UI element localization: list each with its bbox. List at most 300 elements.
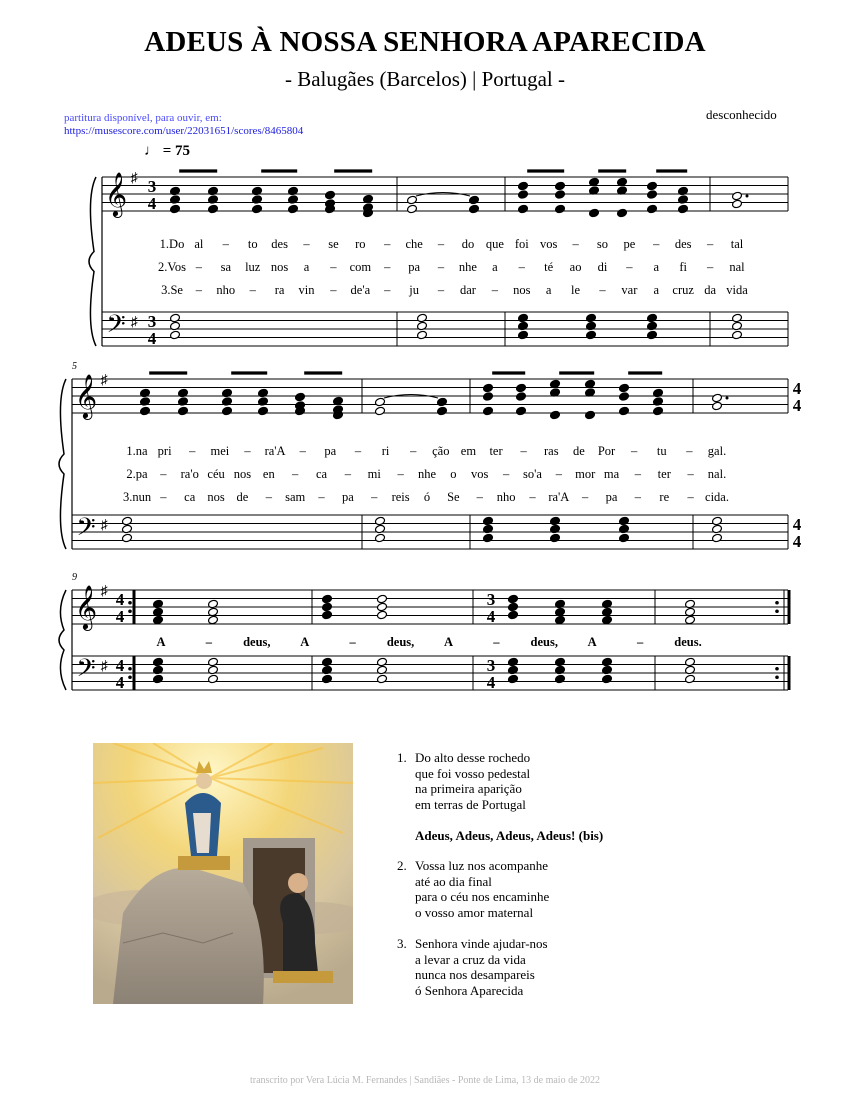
note-head [288,204,299,214]
sharp-sign: ♯ [100,659,108,674]
note-head [685,674,696,684]
lyric-syllable: vos [539,237,558,251]
note-head [407,204,418,214]
note-head [252,204,263,214]
lyric-syllable: de [572,444,585,458]
lyric-hyphen: – [706,237,714,251]
score-link[interactable]: https://musescore.com/user/22031651/scores/8465804 [64,125,304,137]
verse-line: para o céu nos encaminhe [415,889,550,904]
note-head [208,204,219,214]
lyric-hyphen: – [634,467,642,481]
note-head [375,533,386,543]
lyric-syllable: a [492,260,498,274]
lyric-hyphen: – [189,444,196,458]
note-head [617,208,628,218]
lyric-syllable: so [596,237,609,251]
lyric-syllable: que [485,237,504,251]
note-head [678,204,689,214]
lyric-syllable: pa [408,260,421,274]
lyric-hyphen: – [292,467,299,481]
lyric-syllable: ter [489,444,503,458]
lyric-syllable: pa [605,490,618,504]
lyric-syllable: ras [543,444,559,458]
verse-number: 1. [397,750,407,765]
lyric-hyphen: – [160,490,167,504]
lyric-syllable: nos [207,490,225,504]
verse-line: Senhora vinde ajudar-nos [415,936,548,951]
lyric-hyphen: – [687,467,694,481]
lyric-syllable: com [349,260,372,274]
lyric-hyphen: – [582,490,589,504]
lyric-syllable: reis [391,490,410,504]
lyric-syllable: deus, [243,635,271,649]
lyric-syllable: ção [432,444,450,458]
lyric-syllable: ma [603,467,620,481]
note-head [122,516,133,526]
sharp-sign: ♯ [130,315,138,330]
note-head [647,181,658,191]
lyric-hyphen: – [636,635,644,649]
time-signature: 3 [486,590,496,609]
note-head [602,615,613,625]
note-head [417,313,428,323]
time-signature: 4 [115,656,125,675]
lyric-hyphen: – [437,237,445,251]
lyric-syllable: nho [496,490,516,504]
note-head [140,406,151,416]
lyric-syllable: ri [381,444,390,458]
lyric-hyphen: – [205,635,213,649]
note-head [732,330,743,340]
note-head [508,674,519,684]
note-head [325,190,336,200]
note-head [518,204,529,214]
lyric-syllable: nho [216,283,236,297]
note-head [508,657,519,667]
repeat-dot [128,601,132,605]
repeat-dot [128,667,132,671]
tempo-value: = 75 [162,143,191,159]
note-head [647,313,658,323]
brace [89,177,96,346]
note-head [589,208,600,218]
lyric-hyphen: – [303,237,310,251]
note-head [377,674,388,684]
lyric-syllable: ra [274,283,285,297]
repeat-dot [775,609,779,613]
lyric-syllable: A [156,635,166,649]
note-head [518,181,529,191]
note-head [555,181,566,191]
lyric-syllable: le [571,283,581,297]
verse-line: em terras de Portugal [415,796,526,812]
time-signature: 3 [147,177,157,196]
note-head [712,393,723,403]
lyric-syllable: ó [423,490,431,504]
note-head [258,406,269,416]
lyric-syllable: céu [207,467,225,481]
lyric-syllable: deus, [386,635,415,649]
note-head [647,204,658,214]
dot [746,195,749,198]
note-head [122,533,133,543]
lyric-hyphen: – [330,260,337,274]
time-signature: 4 [792,379,802,398]
note-head [516,406,527,416]
note-head [685,657,696,667]
note-head [555,615,566,625]
lyric-syllable: ro [355,237,366,251]
lyric-hyphen: – [631,444,638,458]
note-head [712,533,723,543]
note-head [619,516,630,526]
verse-line: Do alto desse rochedo [415,750,531,765]
note-head [555,190,566,200]
note-head [516,392,527,402]
verse-line: até ao dia final [415,873,492,889]
lyric-hyphen: – [354,444,362,458]
lyric-syllable: ca [184,490,196,504]
lyric-syllable: sa [220,260,232,274]
lyric-syllable: 1.na [126,444,148,458]
lyric-syllable: pa [324,444,337,458]
bass-clef: 𝄢 [76,655,96,688]
note-head [295,392,306,402]
lyric-syllable: ra'o [180,467,199,481]
verse-number: 2. [397,858,407,873]
note-head [208,674,219,684]
note-head [483,392,494,402]
time-signature: 3 [147,312,157,331]
bass-clef: 𝄢 [76,514,96,547]
chorus-line: Adeus, Adeus, Adeus, Adeus! (bis) [415,828,604,843]
note-head [555,657,566,667]
note-head [170,204,181,214]
lyric-syllable: ter [657,467,671,481]
lyric-hyphen: – [599,283,606,297]
time-signature: 3 [486,656,496,675]
lyric-syllable: tal [730,237,744,251]
note-head [377,594,388,604]
lyric-syllable: Se [447,490,460,504]
time-signature: 4 [115,673,125,692]
lyric-hyphen: – [520,444,527,458]
lyric-hyphen: – [555,467,562,481]
lyric-syllable: 2.pa [126,467,148,481]
lyric-syllable: che [405,237,423,251]
lyric-syllable: foi [514,237,529,251]
sharp-sign: ♯ [100,584,108,599]
note-head [508,610,519,620]
note-head [322,657,333,667]
lyric-hyphen: – [518,260,525,274]
lyric-hyphen: – [687,490,694,504]
note-head [732,199,743,209]
note-head [375,397,386,407]
lyric-syllable: nos [513,283,531,297]
lyric-syllable: Por [597,444,616,458]
lyric-hyphen: – [493,635,500,649]
lyric-syllable: var [621,283,638,297]
lyric-hyphen: – [437,283,445,297]
lyric-syllable: des [271,237,288,251]
lyric-syllable: mi [367,467,381,481]
lyric-syllable: nos [270,260,289,274]
lyric-syllable: pri [157,444,172,458]
lyric-syllable: cida. [705,490,729,504]
note-head [732,313,743,323]
lyric-hyphen: – [195,283,203,297]
note-head [586,313,597,323]
lyric-syllable: nal. [707,467,727,481]
note-head [516,383,527,393]
note-head [483,383,494,393]
lyric-hyphen: – [344,467,352,481]
lyric-hyphen: – [249,283,256,297]
lyric-syllable: gal. [707,444,727,458]
dot [726,397,729,400]
verse-line: na primeira aparição [415,781,522,796]
note-head [586,330,597,340]
note-head [153,674,164,684]
lyric-syllable: 1.Do [159,237,185,251]
lyrics [123,237,748,649]
lyric-syllable: des [674,237,692,251]
note-head [375,516,386,526]
time-signature: 4 [147,329,157,348]
verse-line: a levar a cruz da vida [415,951,526,967]
lyric-hyphen: – [265,490,272,504]
note-head [407,195,418,205]
lyric-syllable: 2.Vos [158,260,186,274]
note-head [322,602,333,612]
lyric-syllable: ju [409,283,420,297]
time-signature: 4 [115,607,125,626]
repeat-dot [128,609,132,613]
sharp-sign: ♯ [100,373,108,388]
lyric-syllable: nos [233,467,252,481]
lyric-syllable: 3.Se [161,283,183,297]
lyric-syllable: de'a [350,283,371,297]
measure-number: 5 [72,361,77,372]
lyric-hyphen: – [349,635,356,649]
note-head [322,610,333,620]
lyric-syllable: dar [459,283,476,297]
sharp-sign: ♯ [100,518,108,533]
note-head [483,406,494,416]
treble-clef: 𝄞 [74,376,98,418]
repeat-dot [128,675,132,679]
lyric-syllable: di [597,260,608,274]
lyric-syllable: de [236,490,249,504]
treble-clef: 𝄞 [104,174,128,216]
note-head [437,397,448,407]
note-head [518,313,529,323]
lyric-hyphen: – [318,490,325,504]
note-head [653,406,664,416]
note-head [619,533,630,543]
repeat-dot [775,667,779,671]
note-head [377,602,388,612]
lyric-syllable: 3.nun [122,490,152,504]
note-head [585,410,596,420]
verse-line: ó Senhora Aparecida [415,982,524,998]
time-signature: 4 [792,396,802,415]
lyric-hyphen: – [686,444,693,458]
note-head [602,674,613,684]
note-head [732,191,743,201]
lyric-hyphen: – [626,260,633,274]
note-head [377,610,388,620]
lyric-syllable: to [247,237,258,251]
lyric-syllable: re [659,490,670,504]
note-head [619,392,630,402]
note-head [550,410,561,420]
lyric-syllable: luz [245,260,261,274]
quarter-note-icon: ♩ [144,143,159,159]
footer-credit: transcrito por Vera Lúcia M. Fernandes | Sandiães - Ponte de Lima, 13 de maio de 2022 [249,1075,601,1086]
lyric-hyphen: – [299,444,306,458]
note-head [685,615,696,625]
time-signature: 4 [115,590,125,609]
availability-note: partitura disponível, para ouvir, em: [64,112,222,124]
note-head [377,657,388,667]
lyric-hyphen: – [491,283,498,297]
lyric-hyphen: – [476,490,483,504]
lyric-hyphen: – [634,490,642,504]
note-head [153,615,164,625]
repeat-dot [775,601,779,605]
note-head [550,533,561,543]
lyric-syllable: ra'A [264,444,286,458]
verse-line: o vosso amor maternal [415,904,534,920]
time-signature: 4 [792,532,802,551]
lyric-syllable: da [704,283,717,297]
note-head [518,330,529,340]
brace [59,379,66,549]
lyric-syllable: o [450,467,457,481]
lyric-syllable: se [328,237,339,251]
verse-number: 3. [397,936,407,951]
composer-credit: desconhecido [706,107,777,122]
lyric-hyphen: – [371,490,378,504]
note-head [712,401,723,411]
time-signature: 4 [147,194,157,213]
time-signature: 4 [486,673,496,692]
lyric-syllable: vin [298,283,315,297]
lyric-hyphen: – [653,237,660,251]
note-head [555,674,566,684]
lyric-syllable: a [653,283,660,297]
lyric-hyphen: – [502,467,510,481]
lyric-syllable: vos [471,467,489,481]
lyric-hyphen: – [529,490,536,504]
note-head [518,190,529,200]
note-head [619,406,630,416]
note-head [712,516,723,526]
lyric-hyphen: – [384,260,391,274]
lyric-syllable: pa [342,490,354,504]
lyric-syllable: a [303,260,310,274]
note-head [153,657,164,667]
note-head [647,190,658,200]
note-head [437,406,448,416]
lyric-syllable: a [545,283,552,297]
lyric-syllable: so'a [522,467,542,481]
bass-clef: 𝄢 [106,311,126,344]
lyric-hyphen: – [397,467,404,481]
note-head [602,657,613,667]
verse-line: que foi vosso pedestal [415,765,531,781]
note-head [375,406,386,416]
lyric-syllable: fi [679,260,688,274]
lyric-syllable: deus. [674,635,702,649]
note-head [417,330,428,340]
repeat-dot [775,675,779,679]
measure-number: 9 [72,572,77,583]
lyric-syllable: té [544,260,554,274]
lyric-hyphen: – [195,260,203,274]
lyric-hyphen: – [330,283,337,297]
brace [59,590,66,690]
statue-photo [93,743,353,1004]
lyric-hyphen: – [222,237,229,251]
lyric-syllable: a [653,260,660,274]
lyric-syllable: em [460,444,477,458]
lyric-syllable: mei [210,444,230,458]
lyric-syllable: mor [575,467,596,481]
note-head [508,594,519,604]
lyric-hyphen: – [384,237,391,251]
lyric-syllable: A [300,635,310,649]
lyric-hyphen: – [384,283,391,297]
lyric-syllable: do [461,237,475,251]
lyric-syllable: ra'A [548,490,570,504]
page-title: ADEUS À NOSSA SENHORA APARECIDA [144,26,706,58]
lyric-hyphen: – [244,444,251,458]
lyric-syllable: sam [285,490,306,504]
lyric-hyphen: – [437,260,445,274]
treble-clef: 𝄞 [74,587,98,629]
note-head [483,533,494,543]
page-subtitle: - Balugães (Barcelos) | Portugal - [284,67,566,91]
lyric-syllable: A [587,635,597,649]
sharp-sign: ♯ [130,171,138,186]
lyric-syllable: vida [726,283,748,297]
staff-lines [72,177,789,690]
lyric-hyphen: – [572,237,579,251]
lyric-syllable: ca [315,467,328,481]
note-head [469,204,480,214]
note-head [508,602,519,612]
verse-line: Vossa luz nos acompanhe [415,858,548,873]
note-head [647,330,658,340]
verse-line: nunca nos desampareis [415,967,535,982]
lyric-syllable: pe [623,237,636,251]
note-head [170,313,181,323]
lyric-syllable: A [443,635,453,649]
lyric-syllable: al [194,237,204,251]
time-signature: 4 [486,607,496,626]
lyric-syllable: nal [729,260,745,274]
note-head [178,406,189,416]
lyric-syllable: deus, [530,635,558,649]
note-head [550,516,561,526]
lyric-syllable: en [262,467,275,481]
note-head [483,516,494,526]
note-head [170,330,181,340]
lyric-hyphen: – [410,444,417,458]
